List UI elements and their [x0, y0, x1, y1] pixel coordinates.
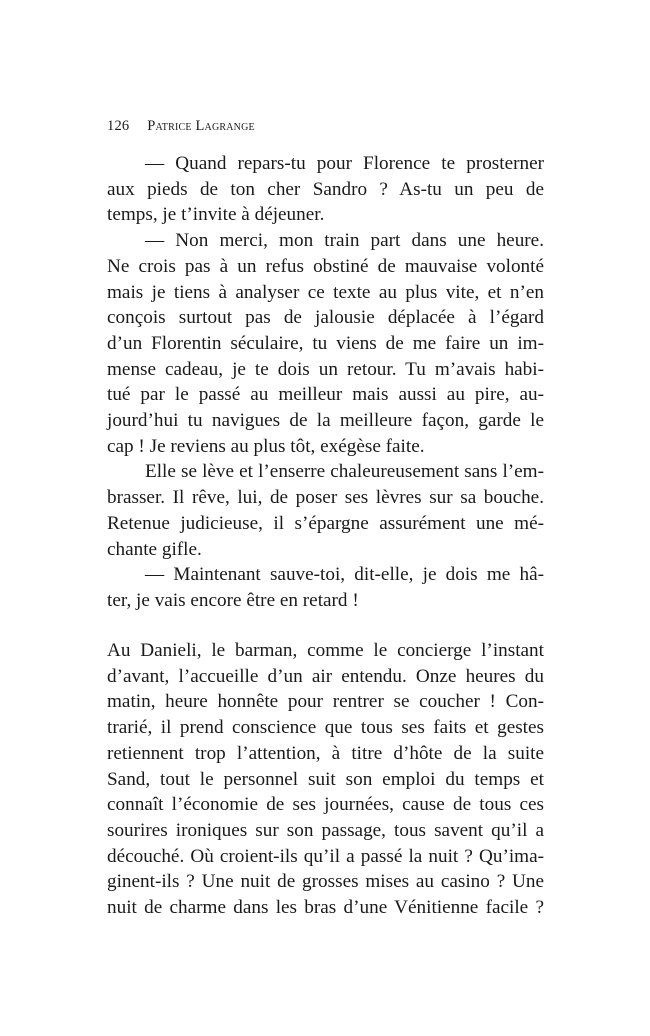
text-line: brasser. Il rêve, lui, de poser ses lèvres sur sa bouche.	[107, 487, 544, 509]
text-line: matin, heure honnête pour rentrer se coucher ! Con-	[107, 691, 544, 713]
text-line: trarié, il prend conscience que tous ses faits et gestes	[107, 717, 544, 739]
text-line: mais je tiens à analyser ce texte au plus vite, et n’en	[107, 281, 544, 303]
text-line: connaît l’économie de ses journées, cause de tous ces	[107, 794, 544, 816]
text-line: — Non merci, mon train part dans une heure.	[145, 230, 544, 252]
running-header	[107, 118, 255, 135]
text-line: tué par le passé au meilleur mais aussi au pire, au-	[107, 384, 544, 406]
text-line: découché. Où croient-ils qu’il a passé la nuit ? Qu’ima-	[107, 845, 544, 867]
text-line: ter, je vais encore être en retard !	[107, 589, 359, 611]
paragraph	[107, 459, 544, 562]
text-line: chante gifle.	[107, 538, 202, 560]
text-line: conçois surtout pas de jalousie déplacée à l’égard	[107, 307, 544, 329]
text-line: Ne crois pas à un refus obstiné de mauvaise volonté	[107, 255, 544, 277]
text-line: mense cadeau, je te dois un retour. Tu m’avais habi-	[107, 358, 544, 380]
paragraph	[107, 562, 544, 613]
page-number: 126	[107, 118, 130, 134]
author-name: Patrice Lagrange	[147, 118, 255, 134]
text-line: temps, je t’invite à déjeuner.	[107, 204, 325, 226]
text-line: ginent-ils ? Une nuit de grosses mises au casino ? Une	[107, 871, 544, 893]
paragraph	[107, 638, 544, 921]
text-line: — Maintenant sauve-toi, dit-elle, je dois me hâ-	[145, 564, 544, 586]
text-line: retiennent trop l’attention, à titre d’hôte de la suite	[107, 742, 544, 764]
text-line: — Quand repars-tu pour Florence te prosterner	[145, 153, 544, 174]
paragraph	[107, 228, 544, 459]
text-line: Sand, tout le personnel suit son emploi du temps et	[107, 768, 544, 790]
text-line: cap ! Je reviens au plus tôt, exégèse faite.	[107, 435, 425, 457]
text-line: nuit de charme dans les bras d’une Vénitienne facile ?	[107, 897, 544, 919]
paragraph	[107, 151, 544, 228]
text-line: d’un Florentin séculaire, tu viens de me faire un im-	[107, 332, 544, 354]
text-line: Au Danieli, le barman, comme le concierge l’instant	[107, 640, 544, 661]
text-line: sourires ironiques sur son passage, tous savent qu’il a	[107, 819, 544, 841]
narrative-section	[107, 638, 544, 921]
text-line: jourd’hui tu navigues de la meilleure façon, garde le	[107, 410, 544, 432]
text-line: Elle se lève et l’enserre chaleureusement sans l’em-	[145, 461, 544, 483]
text-line: Retenue judicieuse, il s’épargne assurément une mé-	[107, 512, 544, 534]
dialogue-section	[107, 151, 544, 614]
text-line: d’avant, l’accueille d’un air entendu. Onze heures du	[107, 665, 544, 687]
text-line: aux pieds de ton cher Sandro ? As-tu un peu de	[107, 178, 544, 200]
